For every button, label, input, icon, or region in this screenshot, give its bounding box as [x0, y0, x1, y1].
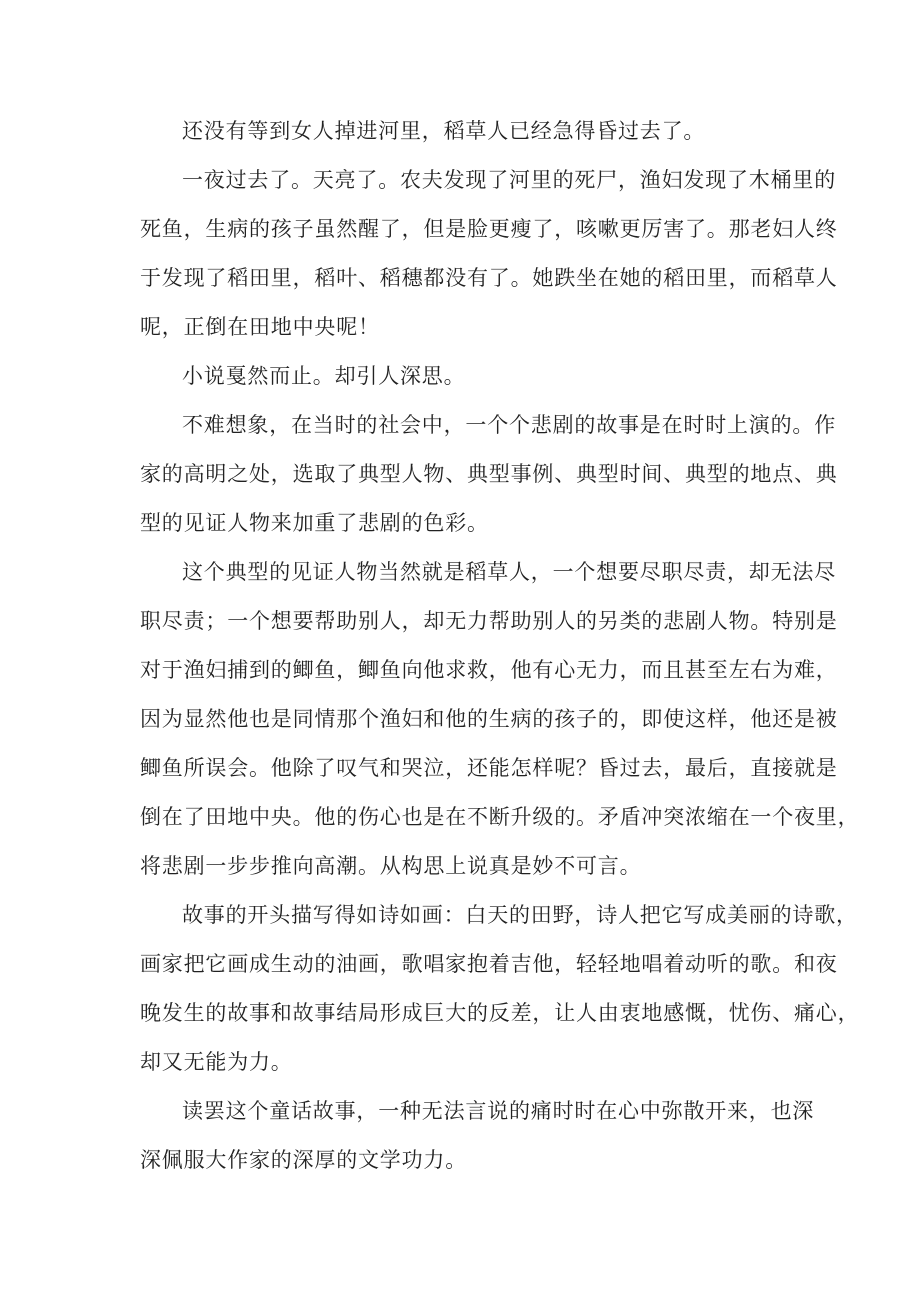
text-line: 鲫鱼所误会。他除了叹气和哭泣，还能怎样呢？昏过去，最后，直接就是: [140, 756, 838, 780]
text-line: 不难想象，在当时的社会中，一个个悲剧的故事是在时时上演的。作: [182, 413, 836, 437]
text-line: 对于渔妇捕到的鲫鱼，鲫鱼向他求救，他有心无力，而且甚至左右为难，: [140, 658, 838, 682]
text-line: 职尽责；一个想要帮助别人，却无力帮助别人的另类的悲剧人物。特别是: [140, 609, 838, 633]
text-line: 型的见证人物来加重了悲剧的色彩。: [140, 511, 489, 535]
text-line: 却又无能为力。: [140, 1050, 293, 1074]
text-line: 故事的开头描写得如诗如画：白天的田野，诗人把它写成美丽的诗歌，: [182, 903, 858, 927]
text-line: 深佩服大作家的深厚的文学功力。: [140, 1148, 467, 1172]
text-line: 家的高明之处，选取了典型人物、典型事例、典型时间、典型的地点、典: [140, 462, 838, 486]
text-line: 于发现了稻田里，稻叶、稻穗都没有了。她跌坐在她的稻田里，而稻草人: [140, 266, 838, 290]
text-line: 死鱼，生病的孩子虽然醒了，但是脸更瘦了，咳嗽更厉害了。那老妇人终: [140, 217, 838, 241]
text-line: 晚发生的故事和故事结局形成巨大的反差，让人由衷地感慨，忧伤、痛心，: [140, 1001, 860, 1025]
text-line: 一夜过去了。天亮了。农夫发现了河里的死尸，渔妇发现了木桶里的: [182, 168, 836, 192]
text-line: 画家把它画成生动的油画，歌唱家抱着吉他，轻轻地唱着动听的歌。和夜: [140, 952, 838, 976]
text-line: 小说戛然而止。却引人深思。: [182, 364, 466, 388]
text-line: 将悲剧一步步推向高潮。从构思上说真是妙不可言。: [140, 854, 642, 878]
text-line: 这个典型的见证人物当然就是稻草人，一个想要尽职尽责，却无法尽: [182, 560, 836, 584]
text-line: 还没有等到女人掉进河里，稻草人已经急得昏过去了。: [182, 119, 706, 143]
text-line: 倒在了田地中央。他的伤心也是在不断升级的。矛盾冲突浓缩在一个夜里，: [140, 805, 860, 829]
text-line: 呢，正倒在田地中央呢！: [140, 315, 380, 339]
text-line: 因为显然他也是同情那个渔妇和他的生病的孩子的，即使这样，他还是被: [140, 707, 838, 731]
text-line: 读罢这个童话故事，一种无法言说的痛时时在心中弥散开来，也深: [182, 1099, 815, 1123]
